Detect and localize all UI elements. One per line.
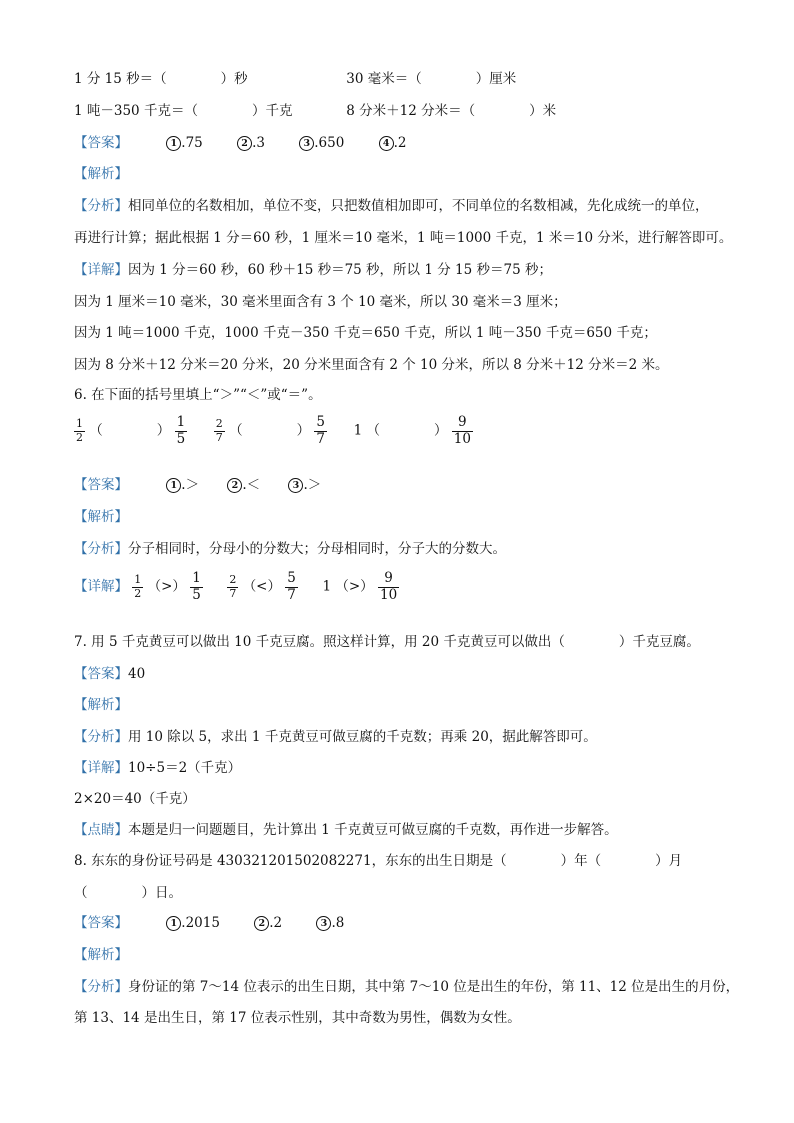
- answer-item: 3 .＞: [288, 473, 321, 493]
- q5-fenxi-2: 再进行计算；据此根据 1 分＝60 秒，1 厘米＝10 毫米，1 吨＝1000 千克，1 米＝10 分米，进行解答即可。: [74, 230, 733, 246]
- fenxi-tag: 【分析】: [74, 979, 128, 995]
- q8-fenxi-2: 第 13、14 是出生日，第 17 位表示性别，其中奇数为男性，偶数为女性。: [74, 1010, 521, 1026]
- q5-fenxi-1: 【分析】相同单位的名数相加，单位不变，只把数值相加即可，不同单位的名数相减，先化成统一的单位，: [74, 198, 709, 214]
- dianjing-tag: 【点睛】: [74, 822, 128, 838]
- xiangjie-tag: 【详解】: [74, 760, 128, 776]
- fraction: $\frac{5}{7}$: [316, 414, 325, 447]
- comparison: （>）: [335, 578, 374, 595]
- q8-stem-1: 8. 东东的身份证号码是 430321201502082271，东东的出生日期是（ ）年（ ）月: [74, 853, 683, 869]
- xiangjie-tag: 【详解】: [74, 262, 128, 278]
- fraction: $\frac{9}{10}$: [379, 570, 398, 603]
- q8-answer-line: [74, 911, 374, 931]
- answer-item: 1 .2015: [166, 915, 220, 931]
- fraction: $\frac{5}{7}$: [287, 570, 296, 603]
- fraction: $\frac{1}{2}$: [76, 416, 83, 444]
- q5-xiangjie-1: 【详解】因为 1 分＝60 秒，60 秒＋15 秒＝75 秒，所以 1 分 15 秒＝75 秒；: [74, 262, 552, 278]
- q5-answer-line: [74, 131, 437, 151]
- blank: （ ）: [229, 422, 311, 439]
- q7-dianjing: 【点睛】本题是归一问题题目，先计算出 1 千克黄豆可做豆腐的千克数，再作进一步解答。: [74, 822, 618, 838]
- answer-item: 3 .8: [316, 915, 344, 931]
- q6-xiangjie: [74, 571, 399, 603]
- q7-stem: 7. 用 5 千克黄豆可以做出 10 千克豆腐。照这样计算，用 20 千克黄豆可以做出（ ）千克豆腐。: [74, 634, 700, 650]
- answer-item: 2 .＜: [227, 473, 260, 493]
- comparison: （<）: [242, 578, 281, 595]
- answer-tag: 【答案】: [74, 477, 128, 493]
- blank: （ ）: [89, 422, 171, 439]
- q5-item-c: 1 吨－350 千克＝（ ）千克: [74, 103, 293, 119]
- q5-row1: [74, 67, 516, 87]
- answer-tag: 【答案】: [74, 666, 128, 682]
- analysis-tag: 【解析】: [74, 697, 128, 713]
- answer-item: 2 .2: [254, 915, 282, 931]
- q6-fenxi: 【分析】分子相同时，分母小的分数大；分母相同时，分子大的分数大。: [74, 541, 506, 557]
- fraction: $\frac{1}{5}$: [192, 570, 201, 603]
- whole-number: 1: [353, 422, 363, 439]
- q8-fenxi-1: 【分析】身份证的第 7～14 位表示的出生日期，其中第 7～10 位是出生的年份，第 11、12 位是出生的月份，: [74, 979, 740, 995]
- fenxi-tag: 【分析】: [74, 198, 128, 214]
- answer-item: 2 .3: [237, 135, 265, 151]
- fenxi-tag: 【分析】: [74, 729, 128, 745]
- analysis-tag: 【解析】: [74, 947, 128, 963]
- fenxi-tag: 【分析】: [74, 541, 128, 557]
- analysis-tag: 【解析】: [74, 509, 128, 525]
- fraction: $\frac{1}{2}$: [134, 572, 142, 600]
- answer-item: 1 .75: [166, 135, 202, 151]
- q5-xiangjie-4: 因为 8 分米＋12 分米＝20 分米，20 分米里面含有 2 个 10 分米，所以 8 分米＋12 分米＝2 米。: [74, 357, 669, 373]
- q7-xiangjie-2: 2×20＝40（千克）: [74, 791, 196, 807]
- q7-xiangjie-1: 【详解】10÷5＝2（千克）: [74, 760, 242, 776]
- q6-answer-line: [74, 473, 351, 493]
- answer-tag: 【答案】: [74, 915, 128, 931]
- answer-tag: 【答案】: [74, 135, 128, 151]
- answer-item: 4 .2: [379, 135, 407, 151]
- q5-item-a: 1 分 15 秒＝（ ）秒: [74, 71, 248, 87]
- whole-number: 1: [322, 578, 332, 595]
- answer-item: 3 .650: [299, 135, 344, 151]
- q5-row2: [74, 99, 556, 119]
- q7-fenxi: 【分析】用 10 除以 5，求出 1 千克黄豆可做豆腐的千克数；再乘 20，据此解答即可。: [74, 729, 597, 745]
- xiangjie-tag: 【详解】: [74, 578, 128, 595]
- fraction: $\frac{1}{5}$: [176, 414, 186, 447]
- q5-xiangjie-3: 因为 1 吨＝1000 千克，1000 千克－350 千克＝650 千克，所以 1 吨－350 千克＝650 千克；: [74, 325, 657, 341]
- q6-compare-row: [74, 415, 473, 447]
- comparison: （>）: [147, 578, 186, 595]
- q6-stem: 6. 在下面的括号里填上“＞”“＜”或“＝”。: [74, 387, 322, 403]
- blank: （ ）: [366, 422, 448, 439]
- fraction: $\frac{2}{7}$: [215, 416, 223, 444]
- q5-xiangjie-2: 因为 1 厘米＝10 毫米，30 毫米里面含有 3 个 10 毫米，所以 30 毫米＝3 厘米；: [74, 294, 567, 310]
- answer-item: 1 .＞: [166, 473, 199, 493]
- analysis-tag: 【解析】: [74, 166, 128, 182]
- q5-item-b: 30 毫米＝（ ）厘米: [346, 71, 517, 87]
- fraction: $\frac{9}{10}$: [453, 414, 471, 447]
- q8-stem-2: （ ）日。: [74, 885, 182, 901]
- fraction: $\frac{2}{7}$: [229, 572, 237, 600]
- q7-answer-line: 【答案】40: [74, 666, 146, 682]
- q5-item-d: 8 分米＋12 分米＝（ ）米: [346, 103, 557, 119]
